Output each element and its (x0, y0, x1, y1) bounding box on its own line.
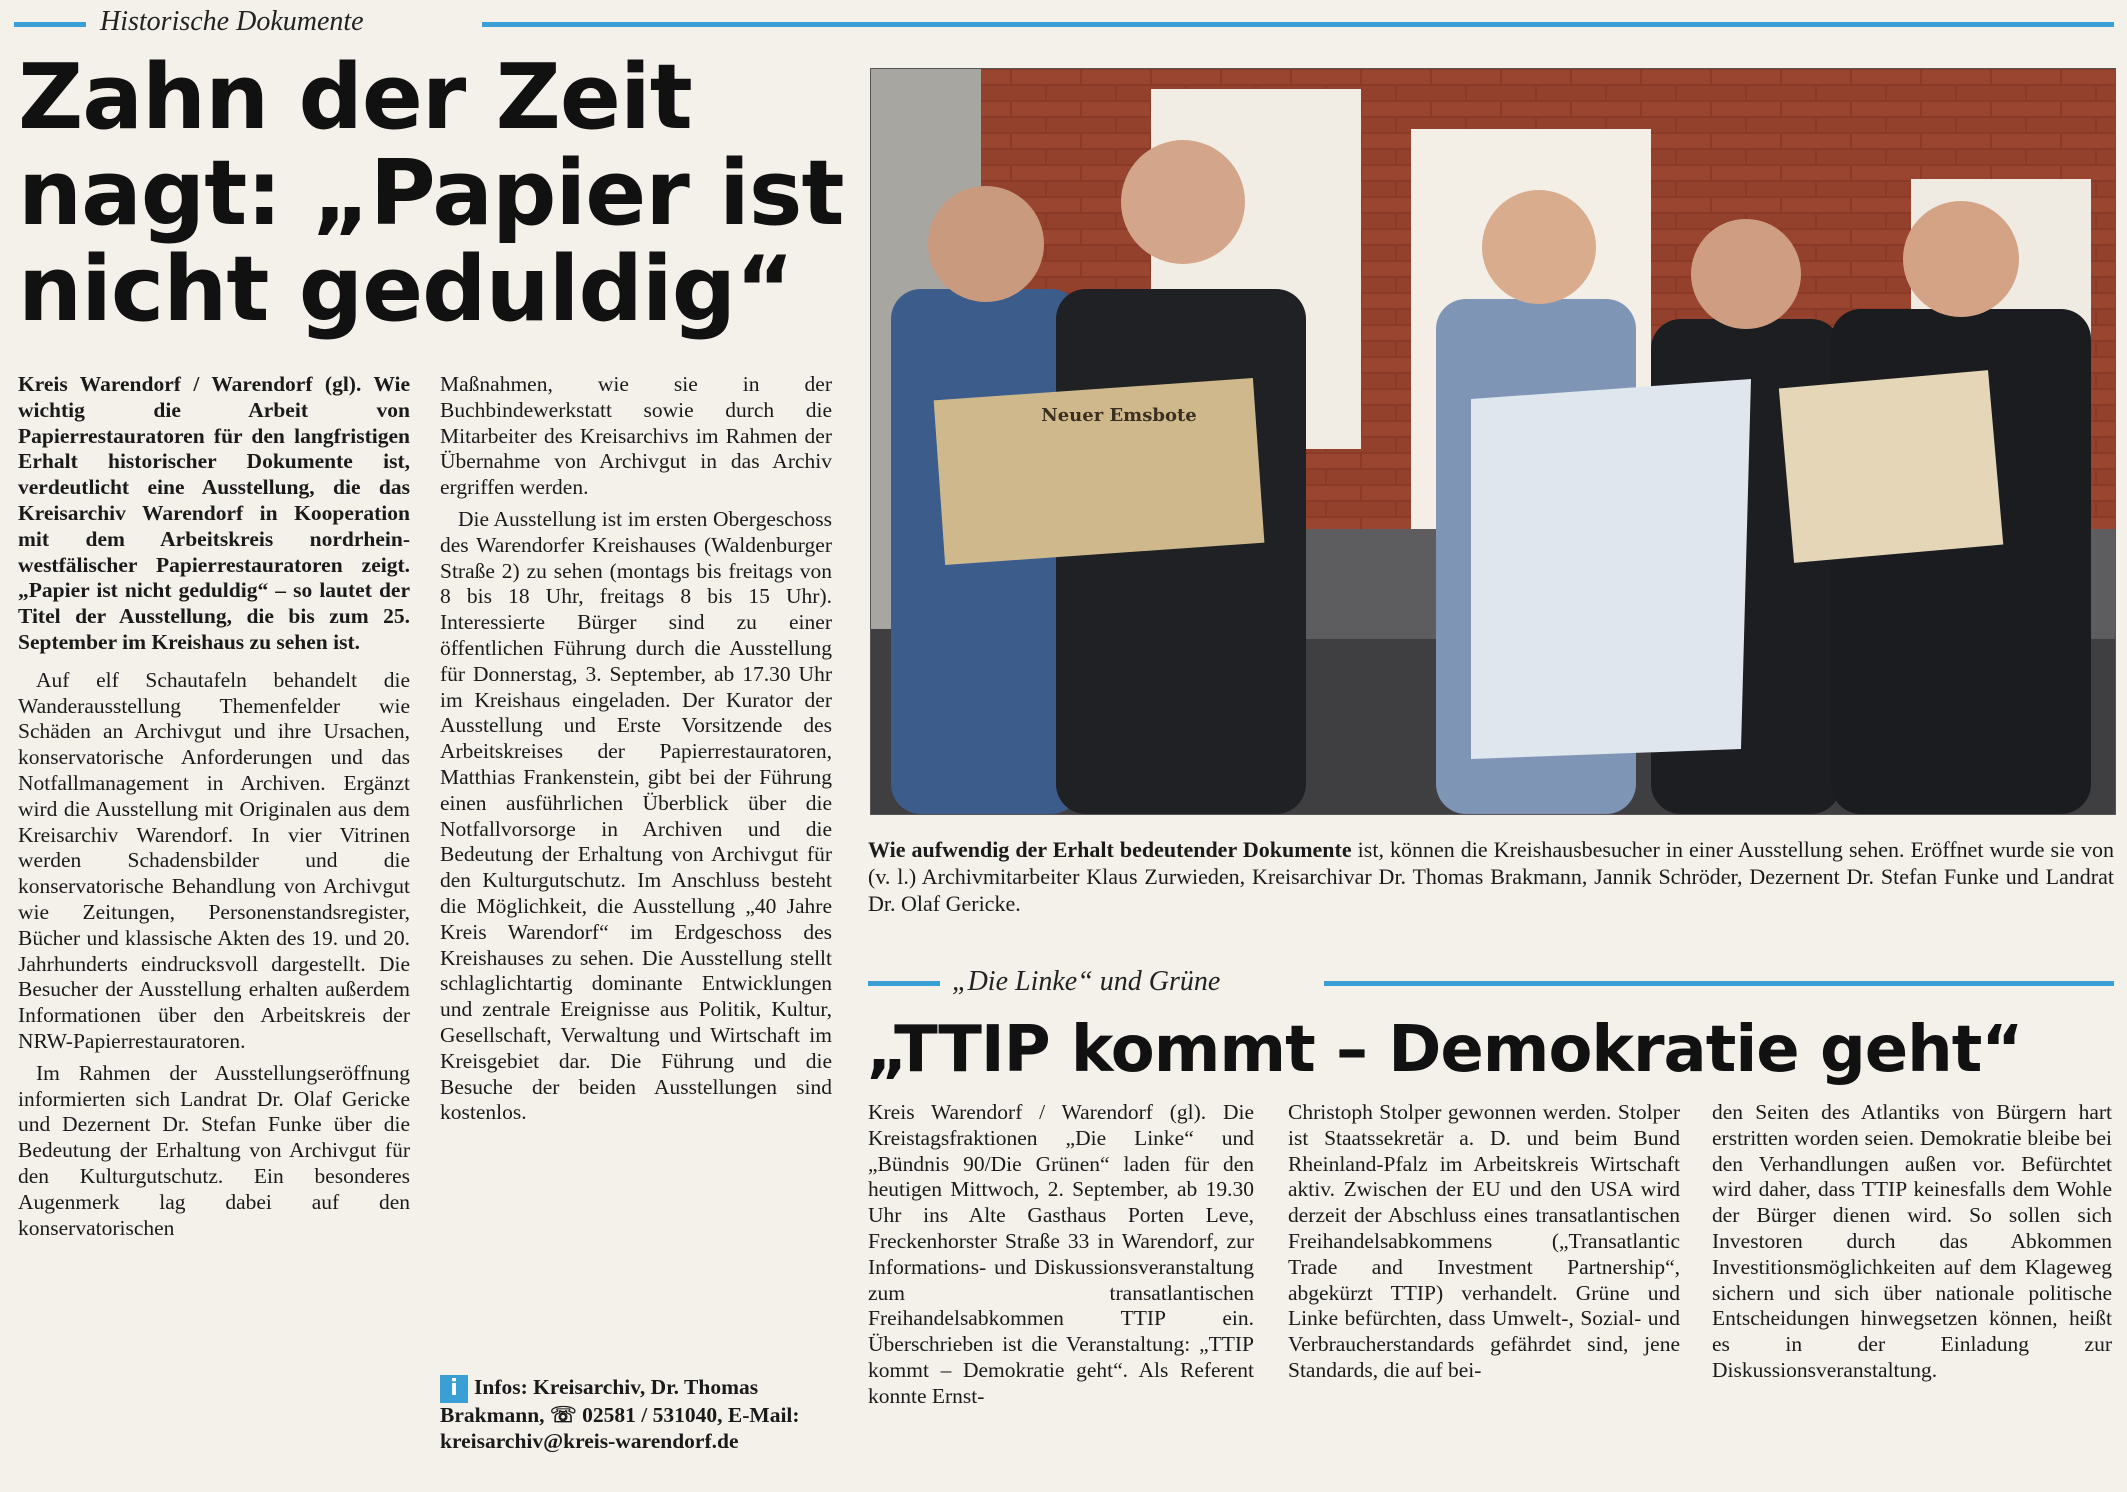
article1-paragraph: Maßnahmen, wie sie in der Buchbindewerkstatt sowie durch die Mitarbeiter des Kreisarchivs im Rahmen der Übernahme von Archivgut in das Archiv ergriffen werden. (440, 372, 832, 500)
article1-paragraph: Im Rahmen der Ausstellungseröffnung informierten sich Landrat Dr. Olaf Gericke und Dezernent Dr. Stefan Funke über die Bedeutung der Erhaltung von Archivgut für den Kulturgutschutz. Ein besonderes Augenmerk lag dabei auf den konservatorischen (18, 1060, 410, 1240)
article-photo (870, 68, 2116, 815)
info-icon: i (440, 1375, 468, 1403)
article2-column-3 (1712, 1100, 2112, 1390)
kicker2-rule-right (1324, 981, 2114, 986)
info-text: Infos: Kreisarchiv, Dr. Thomas Brakmann, ☏ 02581 / 531040, E-Mail: kreisarchiv@kreis-warendorf.de (440, 1375, 800, 1453)
article2-paragraph: Kreis Warendorf / Warendorf (gl). Die Kreistagsfraktionen „Die Linke“ und „Bündnis 90/Die Grünen“ laden für den heutigen Mittwoch, 2. September, ab 19.30 Uhr ins Alte Gasthaus Porten Leve, Freckenhorster Straße 33 in Warendorf, zur Informations- und Diskussionsveranstaltung zum transatlantischen Freihandelsabkommen TTIP ein. Überschrieben ist die Veranstaltung: „TTIP kommt – Demokratie geht“. Als Referent konnte Ernst- (868, 1100, 1254, 1408)
kicker-rule-right (482, 22, 2114, 27)
article2-paragraph: Christoph Stolper gewonnen werden. Stolper ist Staatssekretär a. D. und beim Bund Rheinland-Pfalz im Arbeitskreis Wirtschaft aktiv. Zwischen der EU und den USA wird derzeit der Abschluss eines transatlantischen Freihandelsabkommens („Transatlantic Trade and Investment Partnership“, abgekürzt TTIP) verhandelt. Grüne und Linke befürchten, dass Umwelt-, Sozial- und Verbraucherstandards gefährdet sind, jene Standards, die auf bei- (1288, 1100, 1680, 1382)
article2-column-2 (1288, 1100, 1680, 1390)
headline-line-3: nicht geduldig“ (18, 237, 794, 342)
article2-paragraph: den Seiten des Atlantiks von Bürgern hart erstritten worden seien. Demokratie bleibe bei den Verhandlungen außen vor. Befürchtet wird daher, dass TTIP keinesfalls dem Wohle der Bürger dienen wird. So sollen sich Investoren durch das Abkommen Investitionsmöglichkeiten auf dem Klageweg sichern und sich über nationale politische Entscheidungen hinwegsetzen können, heißt es in der Einladung zur Diskussionsveranstaltung. (1712, 1100, 2112, 1382)
article1-lead: Kreis Warendorf / Warendorf (gl). Wie wichtig die Arbeit von Papierrestauratoren für den langfristigen Erhalt historischer Dokumente ist, verdeutlicht eine Ausstellung, die das Kreisarchiv Warendorf in Kooperation mit dem Arbeitskreis nordrhein-westfälischer Papierrestauratoren zeigt. „Papier ist nicht geduldig“ – so lautet der Titel der Ausstellung, die bis zum 25. September im Kreishaus zu sehen ist. (18, 372, 410, 654)
caption-text: ist, können die Kreishausbesucher in einer Ausstellung sehen. Eröffnet wurde sie von (v. l.) Archivmitarbeiter Klaus Zurwieden, Kreisarchivar Dr. Thomas Brakmann, Jannik Schröder, Dezernent Dr. Stefan Funke und Landrat Dr. Olaf Gericke. (868, 837, 2114, 916)
caption-bold: Wie aufwendig der Erhalt bedeutender Dokumente (868, 837, 1352, 862)
headline-ttip: „TTIP kommt – Demokratie geht“ (866, 1013, 2023, 1087)
info-box (440, 1375, 832, 1455)
kicker-historische-dokumente: Historische Dokumente (100, 6, 364, 37)
kicker2-rule-left (868, 981, 940, 986)
article1-column-2 (440, 372, 832, 1132)
kicker-die-linke: „Die Linke“ und Grüne (952, 966, 1221, 997)
headline-line-1: Zahn der Zeit (18, 45, 692, 150)
newspaper-masthead: Neuer Emsbote (1041, 405, 1197, 426)
article1-paragraph: Die Ausstellung ist im ersten Obergeschoss des Warendorfer Kreishauses (Waldenburger Straße 2) zu sehen (montags bis freitags von 8 bis 18 Uhr, freitags 8 bis 15 Uhr). Interessierte Bürger sind zu einer öffentlichen Führung durch die Ausstellung für Donnerstag, 3. September, ab 17.30 Uhr im Kreishaus eingeladen. Der Kurator der Ausstellung und Erste Vorsitzende des Arbeitskreises der Papierrestauratoren, Matthias Frankenstein, gibt bei der Führung einen ausführlichen Überblick über die Notfallvorsorge in Archiven und die Bedeutung der Erhaltung von Archivgut für den Kulturgutschutz. Im Anschluss besteht die Möglichkeit, die Ausstellung „40 Jahre Kreis Warendorf“ im Erdgeschoss des Kreishauses zu sehen. Die Ausstellung stellt schlaglichtartig dominante Entwicklungen und zentrale Ereignisse aus Politik, Kultur, Gesellschaft, Verwaltung und Wirtschaft im Kreisgebiet dar. Die Führung und die Besuche der beiden Ausstellungen sind kostenlos. (440, 506, 832, 1125)
photo-caption (868, 836, 2114, 917)
article1-column-1 (18, 372, 410, 1247)
article1-paragraph: Auf elf Schautafeln behandelt die Wanderausstellung Themenfelder wie Schäden an Archivgut und ihre Ursachen, konservatorische Anforderungen und das Notfallmanagement in Archiven. Ergänzt wird die Ausstellung mit Originalen aus dem Kreisarchiv Warendorf. In vier Vitrinen werden Schadensbilder und die konservatorische Behandlung von Archivgut wie Zeitungen, Personenstandsregister, Bücher und klassische Akten des 19. und 20. Jahrhunderts eindrucksvoll dargestellt. Die Besucher der Ausstellung erhalten außerdem Informationen über den Arbeitskreis der NRW-Papierrestauratoren. (18, 667, 410, 1053)
headline-line-2: nagt: „Papier ist (18, 141, 844, 246)
kicker-rule-left (14, 22, 86, 27)
article2-column-1 (868, 1100, 1254, 1416)
